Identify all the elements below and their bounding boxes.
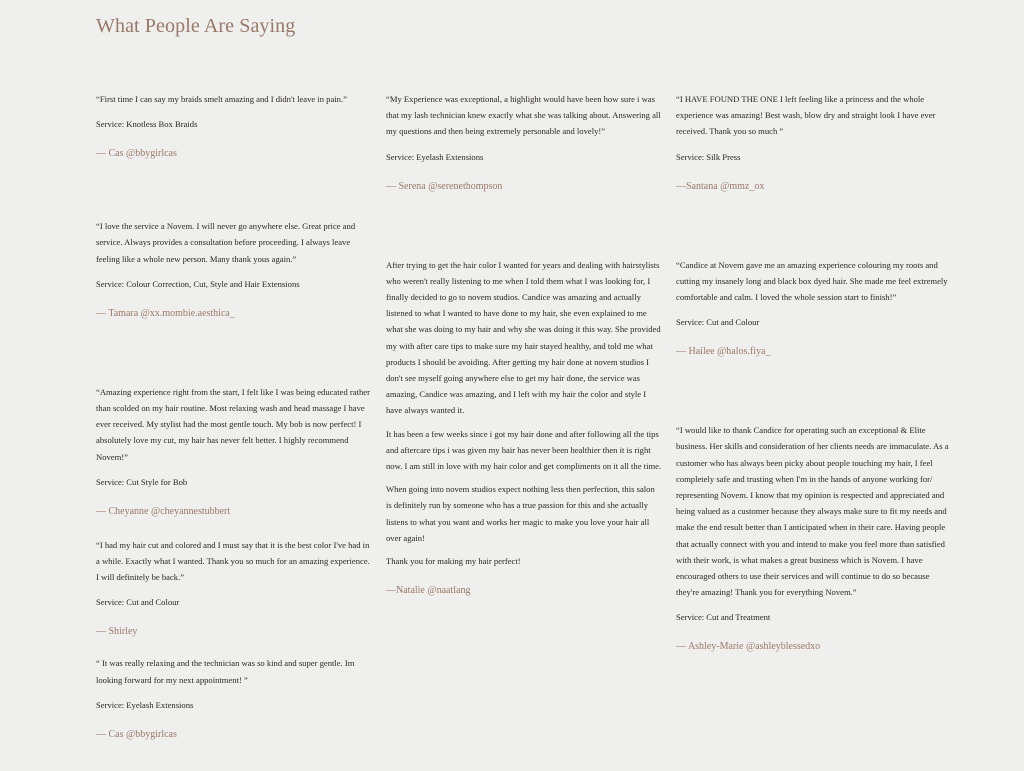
testimonial-card [386, 257, 662, 600]
testimonial-author: — Cas @bbygirlcas [96, 728, 177, 740]
testimonial-author: — Ashley-Marie @ashleyblessedxo [676, 641, 821, 653]
testimonial-column-1 [96, 91, 372, 743]
testimonial-author: — Tamara @xx.mombie.aesthica_ [96, 307, 235, 319]
testimonial-quote: “ It was really relaxing and the technician was so kind and super gentle. Im looking forward for my next appointment! ” [96, 658, 355, 685]
testimonial-service: Service: Colour Correction, Cut, Style and Hair Extensions [96, 278, 300, 289]
testimonial-service: Service: Eyelash Extensions [386, 151, 484, 162]
testimonial-quote: Thank you for making my hair perfect! [386, 556, 521, 567]
testimonial-quote: When going into novem studios expect nothing less then perfection, this salon is definitely run by someone who has a true passion for this and she actually listens to what you want and works her magic to make you love your hair all over again! [386, 484, 655, 543]
testimonial-card [96, 537, 372, 641]
testimonial-service: Service: Silk Press [676, 151, 741, 162]
testimonial-card [96, 655, 372, 742]
testimonial-quote: “I HAVE FOUND THE ONE I left feeling like a princess and the whole experience was amazing! Best wash, blow dry and straight look I have ever received. Thank you so much ” [676, 94, 936, 137]
testimonial-card [676, 257, 952, 361]
page-title: What People Are Saying [96, 15, 296, 37]
testimonial-card [676, 422, 952, 655]
testimonial-quote: “Candice at Novem gave me an amazing experience colouring my roots and cutting my insanely long and black box dyed hair. She made me feel extremely comfortable and calm. I loved the whole session start to finish!” [676, 259, 948, 303]
testimonial-author: —Natalie @naatlang [386, 585, 471, 597]
testimonial-quote: “I had my hair cut and colored and I must say that it is the best color I've had in a while. Exactly what I wanted. Thank you so much for an amazing experience. I will definitely be back.” [96, 539, 370, 583]
testimonial-author: — Shirley [96, 626, 138, 638]
testimonial-author: —Santana @mmz_ox [676, 180, 765, 192]
testimonial-card [96, 218, 372, 322]
testimonial-service: Service: Cut and Treatment [676, 612, 771, 623]
testimonial-card [676, 91, 952, 195]
testimonial-card [96, 384, 372, 520]
testimonial-service: Service: Cut and Colour [96, 597, 180, 608]
testimonial-quote: “My Experience was exceptional, a highlight would have been how sure i was that my lash technician knew exactly what she was talking about. Answering all my questions and then being extremely personable and lovely!” [386, 94, 661, 137]
testimonial-quote: After trying to get the hair color I wanted for years and dealing with hairstylists who weren't really listening to me when I told them what I was looking for, I finally decided to go to novem studios. Candice was amazing and actually listened to what I wanted to have done to my hair, she even explained to me what she was doing to my hair and why she was doing it this way. She provided my with after care tips to make sure my hair stayed healthy, and told me what products I should be avoiding. After getting my hair done at novem studios I don't see myself going anywhere else to get my hair done, the service was amazing, Candice was amazing, and I left with my hair the color and style I have always wanted it. [386, 259, 661, 416]
testimonial-service: Service: Cut and Colour [676, 317, 760, 328]
testimonial-card [96, 91, 372, 162]
testimonial-quote: It has been a few weeks since i got my hair done and after following all the tips and aftercare tips i was given my hair has never been healthier then it is right now. I am still in love with my hair color and get compliments on it all the time. [386, 428, 662, 472]
testimonial-service: Service: Knotless Box Braids [96, 119, 198, 130]
testimonial-column-2 [386, 91, 662, 599]
testimonial-card [386, 91, 662, 195]
testimonial-service: Service: Eyelash Extensions [96, 699, 194, 710]
testimonial-quote: “I would like to thank Candice for operating such an exceptional & Elite business. Her skills and consideration of her clients needs are immaculate. As a customer who has always been picky about people touching my hair, I feel completely safe and trusting when I'm in the hands of anyone working for/ representing Novem. I know that my opinion is respected and appreciated and being valued as a customer because they always make sure to fit my needs and make the end result better than I anticipated when in their care. Having people that actually connect with you and intend to make you feel more than satisfied with their work, is what makes a great business which is Novem. I have encouraged others to use their services and will continue to do so because they're amazing! Thank you for everything Novem.” [676, 425, 949, 598]
testimonial-quote: “First time I can say my braids smelt amazing and I didn't leave in pain.” [96, 94, 347, 104]
testimonial-quote: “Amazing experience right from the start, I felt like I was being educated rather than scolded on my hair routine. Most relaxing wash and head massage I have ever received. My stylist had the most gentle touch. My bob is now perfect! I absolutely love my cut, my hair has never felt better. I highly recommend Novem!” [96, 386, 370, 462]
testimonial-author: — Hailee @halos.fiya_ [676, 346, 771, 358]
testimonial-column-3 [676, 91, 952, 655]
testimonial-quote: “I love the service a Novem. I will never go anywhere else. Great price and service. Always provides a consultation before proceeding. I always leave feeling like a whole new person. Many thank yous again.” [96, 221, 356, 264]
testimonial-author: — Cas @bbygirlcas [96, 148, 177, 160]
testimonial-service: Service: Cut Style for Bob [96, 476, 188, 487]
testimonial-author: — Cheyanne @cheyannestubbert [96, 505, 231, 517]
testimonial-author: — Serena @serenethompson [386, 180, 503, 192]
